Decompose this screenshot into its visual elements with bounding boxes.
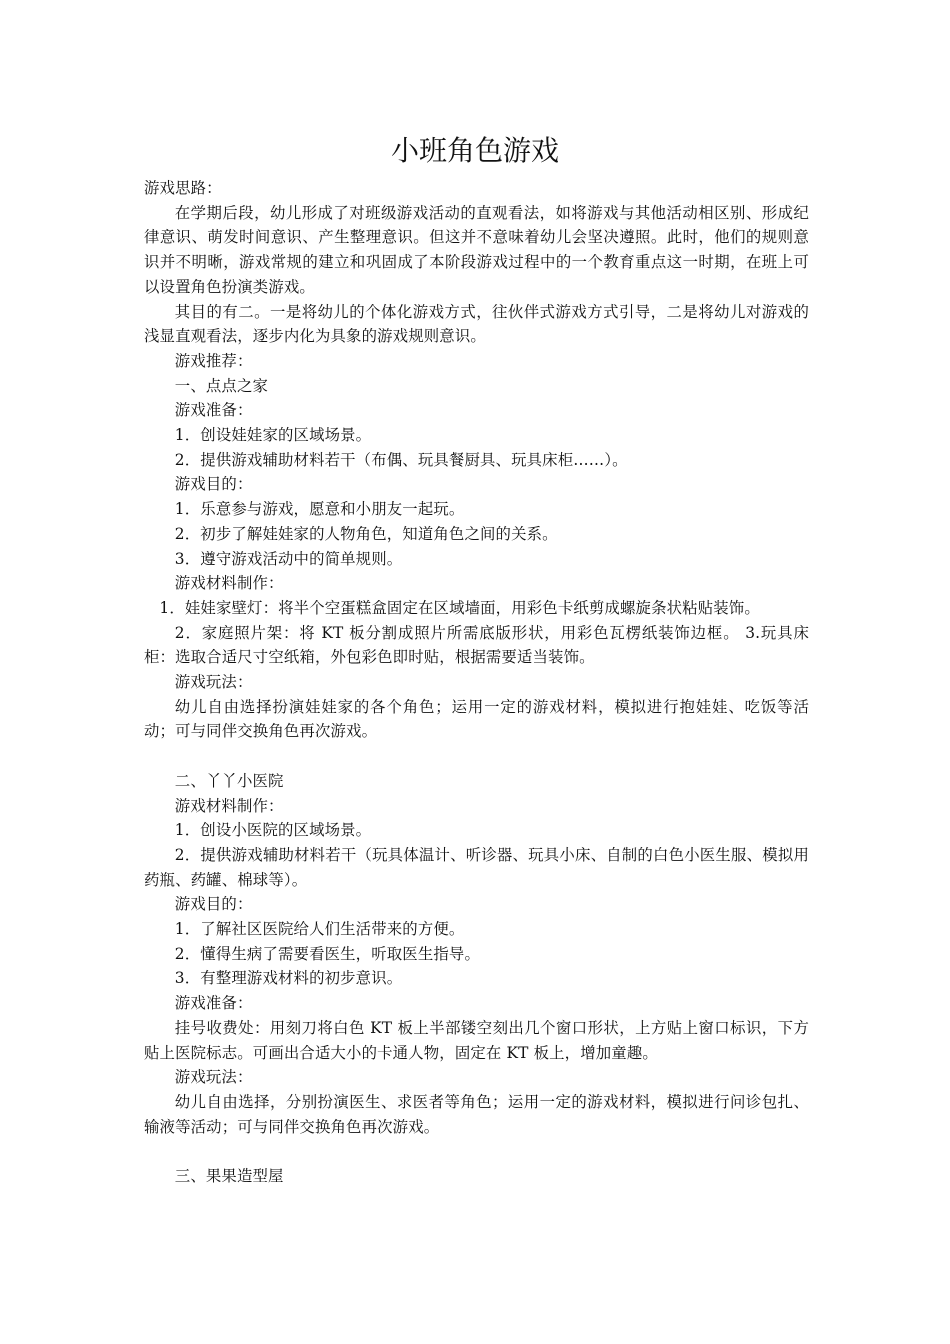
spacer (144, 1139, 809, 1164)
section-label: 游戏推荐： (174, 351, 253, 370)
section-label: 游戏玩法： (174, 673, 253, 692)
paragraph: 幼儿自由选择，分别扮演医生、求医者等角色；运用一定的游戏材料，模拟进行问诊包扎、输液等活动；可与同伴交换角色再次游戏。 (144, 1093, 809, 1136)
section-label: 游戏准备： (174, 994, 253, 1013)
section-heading: 三、果果造型屋 (174, 1167, 284, 1186)
list-item: 1．乐意参与游戏，愿意和小朋友一起玩。 (174, 500, 465, 519)
document-body (144, 176, 809, 1189)
paragraph: 其目的有二。一是将幼儿的个体化游戏方式，往伙伴式游戏方式引导，二是将幼儿对游戏的浅显直观看法，逐步内化为具象的游戏规则意识。 (144, 302, 809, 346)
list-item: 2．家庭照片架：将 KT 板分割成照片所需底版形状，用彩色瓦楞纸装饰边框。 3.玩具床柜：选取合适尺寸空纸箱，外包彩色即时贴，根据需要适当装饰。 (144, 623, 809, 667)
section-heading: 二、丫丫小医院 (174, 771, 284, 790)
list-item: 2．提供游戏辅助材料若干（玩具体温计、听诊器、玩具小床、自制的白色小医生服、模拟用药瓶、药罐、棉球等）。 (144, 845, 809, 889)
list-item: 2．提供游戏辅助材料若干（布偶、玩具餐厨具、玩具床柜……）。 (174, 450, 628, 469)
spacer (144, 744, 809, 769)
list-item: 2．初步了解娃娃家的人物角色，知道角色之间的关系。 (174, 524, 558, 543)
section-label: 游戏玩法： (174, 1068, 253, 1087)
list-item: 3．遵守游戏活动中的简单规则。 (174, 549, 403, 568)
list-item: 1．创设小医院的区域场景。 (174, 821, 372, 840)
section-label: 游戏准备： (174, 401, 253, 420)
list-item: 2．懂得生病了需要看医生，听取医生指导。 (174, 944, 481, 963)
section-label: 游戏目的： (174, 475, 253, 494)
list-item: 1．了解社区医院给人们生活带来的方便。 (174, 920, 465, 939)
paragraph: 在学期后段，幼儿形成了对班级游戏活动的直观看法，如将游戏与其他活动相区别、形成纪律意识、萌发时间意识、产生整理意识。但这并不意味着幼儿会坚决遵照。此时，他们的规则意识并不明晰，游戏常规的建立和巩固成了本阶段游戏过程中的一个教育重点这一时期，在班上可以设置角色扮演类游戏。 (144, 203, 809, 296)
paragraph: 幼儿自由选择扮演娃娃家的各个角色；运用一定的游戏材料，模拟进行抱娃娃、吃饭等活动；可与同伴交换角色再次游戏。 (144, 697, 809, 741)
section-label: 游戏材料制作： (174, 796, 284, 815)
section-heading: 一、点点之家 (174, 376, 269, 395)
paragraph: 挂号收费处：用刻刀将白色 KT 板上半部镂空刻出几个窗口形状，上方贴上窗口标识，下方贴上医院标志。可画出合适大小的卡通人物，固定在 KT 板上，增加童趣。 (144, 1018, 809, 1062)
section-label: 游戏材料制作： (174, 574, 284, 593)
section-label: 游戏目的： (174, 895, 253, 914)
document-title: 小班角色游戏 (390, 134, 559, 167)
list-item: 1．娃娃家壁灯：将半个空蛋糕盒固定在区域墙面，用彩色卡纸剪成螺旋条状粘贴装饰。 (159, 598, 760, 617)
section-label: 游戏思路： (144, 179, 222, 197)
list-item: 1．创设娃娃家的区域场景。 (174, 426, 372, 445)
list-item: 3．有整理游戏材料的初步意识。 (174, 969, 403, 988)
